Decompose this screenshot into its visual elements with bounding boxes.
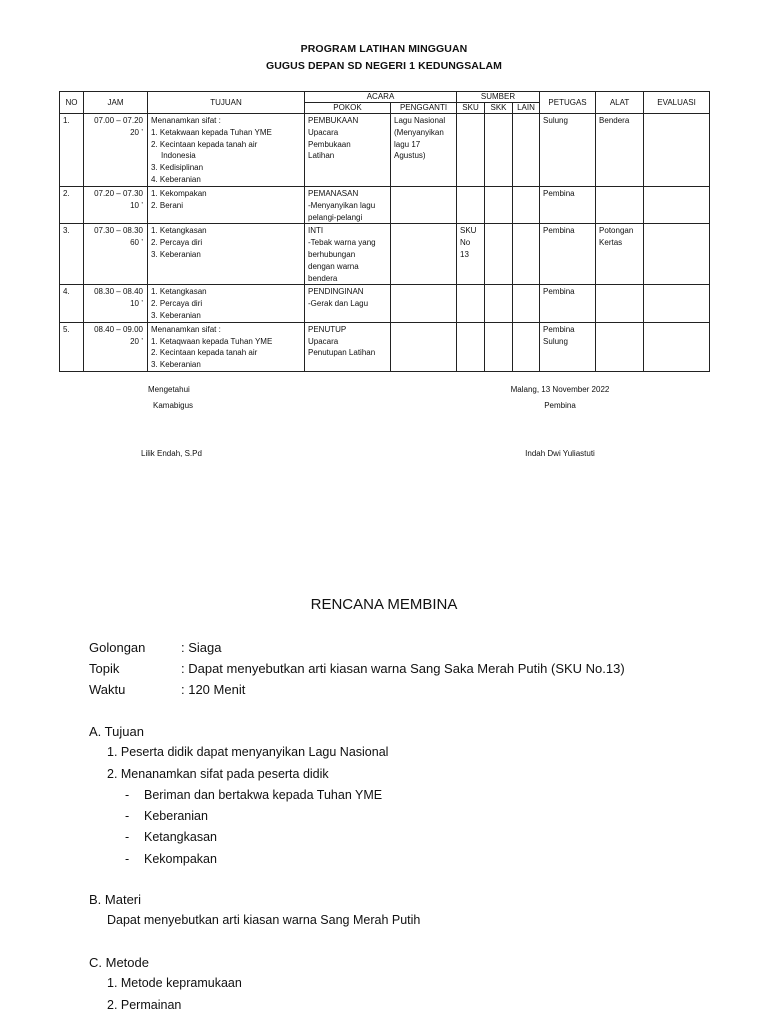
cell-skk	[485, 285, 513, 322]
cell-tujuan	[148, 114, 305, 187]
cell-pokok	[305, 224, 391, 285]
cell-jam	[84, 322, 148, 371]
sig-left-line1: Mengetahui	[148, 385, 190, 394]
header-pokok: POKOK	[305, 103, 391, 114]
pokok-line: -Gerak dan Lagu	[308, 299, 369, 309]
cell-sku	[457, 187, 485, 224]
cell-tujuan	[148, 224, 305, 285]
section-c-heading: C. Metode	[89, 955, 149, 970]
jam-line: 10 ’	[130, 200, 143, 210]
cell-lain	[513, 285, 540, 322]
cell-no: 2.	[60, 187, 84, 224]
jam-line: 20 ’	[130, 336, 143, 346]
meta-topik	[89, 661, 625, 676]
pokok-line: berhubungan	[308, 249, 356, 259]
dash-bullet: -	[125, 830, 130, 844]
table-row	[60, 322, 710, 371]
sku-line: SKU	[460, 226, 477, 236]
dash-bullet: -	[125, 852, 130, 866]
cell-alat	[596, 285, 644, 322]
pokok-line: Upacara	[308, 127, 339, 137]
cell-pokok	[305, 322, 391, 371]
materi-text: Dapat menyebutkan arti kiasan warna Sang Merah Putih	[107, 913, 421, 927]
tujuan-line: 3. Keberanian	[151, 249, 201, 259]
tujuan-item-1: 1. Peserta didik dapat menyanyikan Lagu Nasional	[107, 745, 389, 759]
alat-line: Bendera	[599, 116, 630, 125]
table-row	[60, 114, 710, 187]
cell-pokok	[305, 114, 391, 187]
waktu-label: Waktu	[89, 682, 126, 697]
sifat-item: Kekompakan	[144, 852, 217, 866]
petugas-line: Pembina	[543, 287, 575, 297]
cell-no: 3.	[60, 224, 84, 285]
cell-alat	[596, 187, 644, 224]
sku-line: No	[460, 238, 471, 248]
tujuan-line: 2. Kecintaan kepada tanah air	[151, 139, 258, 149]
cell-evaluasi	[644, 114, 710, 187]
petugas-line: Pembina	[543, 226, 575, 236]
header-sku: SKU	[457, 103, 485, 114]
header-alat: ALAT	[596, 92, 644, 114]
tujuan-line: 3. Keberanian	[151, 360, 201, 370]
jam-line: 07.20 – 07.30	[94, 189, 143, 198]
dash-bullet: -	[125, 809, 130, 823]
jam-line: 07.00 – 07.20	[94, 116, 143, 125]
tujuan-line: Menanamkan sifat :	[151, 116, 221, 125]
plan-title: RENCANA MEMBINA	[310, 596, 458, 613]
alat-line: Kertas	[599, 238, 623, 248]
cell-lain	[513, 322, 540, 371]
pokok-line: Latihan	[308, 151, 335, 161]
alat-line: Potongan	[599, 226, 634, 236]
tujuan-line: 1. Ketangkasan	[151, 287, 207, 297]
jam-line: 10 ’	[130, 299, 143, 309]
cell-no: 1.	[60, 114, 84, 187]
cell-jam	[84, 114, 148, 187]
tujuan-line: 2. Kecintaan kepada tanah air	[151, 348, 258, 358]
cell-lain	[513, 187, 540, 224]
meta-waktu	[89, 682, 245, 697]
tujuan-item-2: 2. Menanamkan sifat pada peserta didik	[107, 767, 329, 781]
petugas-line: Pembina	[543, 324, 575, 334]
pengganti-line: Agustus)	[394, 151, 426, 161]
golongan-value: : Siaga	[181, 640, 222, 655]
jam-line: 60 ’	[130, 238, 143, 248]
cell-petugas	[540, 285, 596, 322]
cell-sku	[457, 285, 485, 322]
tujuan-line: 1. Ketakwaan kepada Tuhan YME	[151, 127, 272, 137]
cell-evaluasi	[644, 285, 710, 322]
section-b-heading: B. Materi	[89, 892, 142, 907]
cell-no: 4.	[60, 285, 84, 322]
sku-line: 13	[460, 249, 469, 259]
cell-pengganti	[391, 285, 457, 322]
cell-pengganti	[391, 187, 457, 224]
cell-evaluasi	[644, 322, 710, 371]
cell-petugas	[540, 224, 596, 285]
pokok-line: -Tebak warna yang	[308, 238, 376, 248]
cell-pengganti	[391, 114, 457, 187]
pokok-line: dengan warna	[308, 261, 359, 271]
header-skk: SKK	[485, 103, 513, 114]
pokok-line: -Menyanyikan lagu	[308, 200, 376, 210]
jam-line: 07.30 – 08.30	[94, 226, 143, 236]
tujuan-line: 1. Ketaqwaan kepada Tuhan YME	[151, 336, 273, 346]
cell-pengganti	[391, 322, 457, 371]
cell-alat	[596, 224, 644, 285]
pokok-line: PEMBUKAAN	[308, 116, 359, 125]
tujuan-line: 3. Keberanian	[151, 310, 201, 320]
pengganti-line: (Menyanyikan	[394, 127, 444, 137]
tujuan-line: Indonesia	[161, 151, 196, 161]
tujuan-line: 4. Keberanian	[151, 174, 201, 184]
cell-lain	[513, 114, 540, 187]
cell-pengganti	[391, 224, 457, 285]
header-lain: LAIN	[513, 103, 540, 114]
pengganti-line: Lagu Nasional	[394, 116, 446, 125]
pokok-line: bendera	[308, 273, 338, 283]
sig-left-name: Lilik Endah, S.Pd	[141, 449, 202, 458]
cell-tujuan	[148, 187, 305, 224]
header-evaluasi: EVALUASI	[644, 92, 710, 114]
tujuan-line: 1. Kekompakan	[151, 189, 207, 198]
header-acara: ACARA	[305, 92, 457, 103]
cell-sku	[457, 114, 485, 187]
sig-right-line2: Pembina	[544, 401, 576, 410]
tujuan-line: 2. Percaya diri	[151, 299, 203, 309]
pokok-line: PENDINGINAN	[308, 287, 364, 297]
cell-evaluasi	[644, 187, 710, 224]
tujuan-line: 1. Ketangkasan	[151, 226, 207, 236]
table-row	[60, 187, 710, 224]
pokok-line: PEMANASAN	[308, 189, 359, 198]
cell-petugas	[540, 114, 596, 187]
sifat-item: Beriman dan bertakwa kepada Tuhan YME	[144, 788, 383, 802]
cell-skk	[485, 322, 513, 371]
header-petugas: PETUGAS	[540, 92, 596, 114]
pokok-line: Penutupan Latihan	[308, 348, 376, 358]
sifat-item: Keberanian	[144, 809, 208, 823]
cell-petugas	[540, 187, 596, 224]
cell-jam	[84, 187, 148, 224]
pokok-line: Pembukaan	[308, 139, 351, 149]
program-title: PROGRAM LATIHAN MINGGUAN	[300, 43, 468, 55]
program-table	[59, 91, 710, 372]
cell-no: 5.	[60, 322, 84, 371]
header-pengganti: PENGGANTI	[391, 103, 457, 114]
topik-value: : Dapat menyebutkan arti kiasan warna Sang Saka Merah Putih (SKU No.13)	[181, 661, 625, 676]
header-tujuan: TUJUAN	[148, 92, 305, 114]
metode-item-1: 1. Metode kepramukaan	[107, 976, 242, 990]
petugas-line: Sulung	[543, 336, 568, 346]
metode-item-2: 2. Permainan	[107, 998, 182, 1012]
cell-tujuan	[148, 285, 305, 322]
cell-skk	[485, 224, 513, 285]
petugas-line: Pembina	[543, 189, 575, 198]
pengganti-line: lagu 17	[394, 139, 421, 149]
header-sumber: SUMBER	[457, 92, 540, 103]
topik-label: Topik	[89, 661, 120, 676]
pokok-line: PENUTUP	[308, 324, 347, 334]
sig-left-line2: Kamabigus	[153, 401, 194, 410]
cell-alat	[596, 114, 644, 187]
tujuan-line: 3. Kedisiplinan	[151, 163, 204, 173]
cell-sku	[457, 224, 485, 285]
jam-line: 08.30 – 08.40	[94, 287, 143, 297]
cell-alat	[596, 322, 644, 371]
jam-line: 20 ’	[130, 127, 143, 137]
golongan-label: Golongan	[89, 640, 146, 655]
program-subtitle: GUGUS DEPAN SD NEGERI 1 KEDUNGSALAM	[265, 60, 503, 72]
meta-golongan	[89, 640, 221, 655]
sig-right-name: Indah Dwi Yuliastuti	[525, 449, 595, 458]
petugas-line: Sulung	[543, 116, 568, 125]
sifat-item: Ketangkasan	[144, 830, 217, 844]
tujuan-line: Menanamkan sifat :	[151, 324, 221, 334]
pokok-line: Upacara	[308, 336, 339, 346]
cell-tujuan	[148, 322, 305, 371]
waktu-value: : 120 Menit	[181, 682, 246, 697]
cell-skk	[485, 114, 513, 187]
cell-pokok	[305, 187, 391, 224]
pokok-line: INTI	[308, 226, 324, 236]
cell-skk	[485, 187, 513, 224]
pokok-line: pelangi-pelangi	[308, 212, 363, 222]
cell-petugas	[540, 322, 596, 371]
cell-lain	[513, 224, 540, 285]
tujuan-line: 2. Percaya diri	[151, 238, 203, 248]
table-row	[60, 285, 710, 322]
jam-line: 08.40 – 09.00	[94, 324, 143, 334]
header-jam: JAM	[84, 92, 148, 114]
cell-jam	[84, 285, 148, 322]
tujuan-line: 2. Berani	[151, 200, 184, 210]
cell-evaluasi	[644, 224, 710, 285]
sig-right-line1: Malang, 13 November 2022	[510, 385, 610, 394]
dash-bullet: -	[125, 788, 130, 802]
cell-sku	[457, 322, 485, 371]
cell-jam	[84, 224, 148, 285]
section-a-heading: A. Tujuan	[89, 724, 144, 739]
cell-pokok	[305, 285, 391, 322]
header-no: NO	[60, 92, 84, 114]
table-row	[60, 224, 710, 285]
